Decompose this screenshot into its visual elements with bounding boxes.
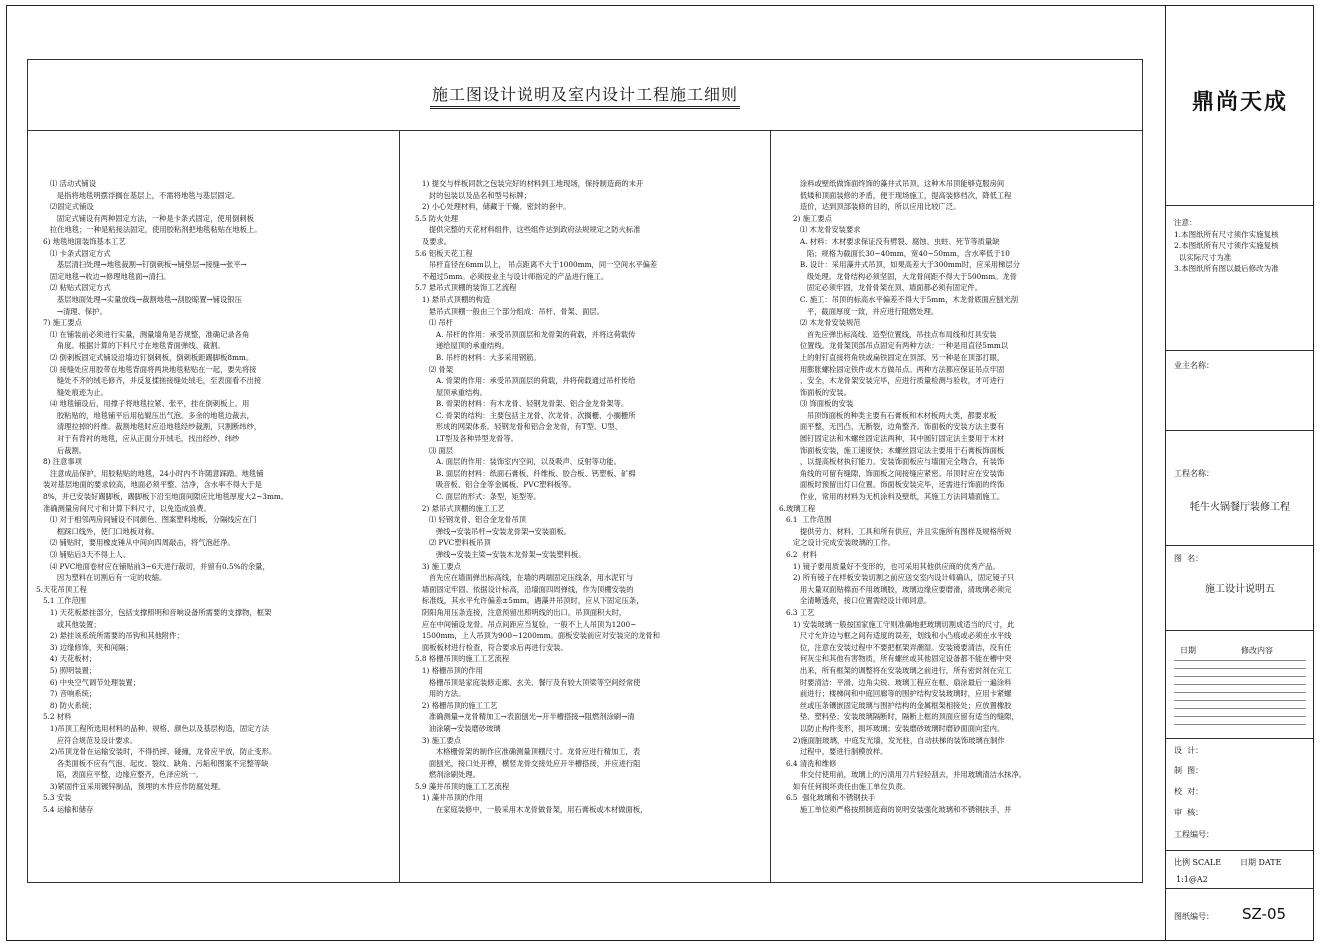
text-line: 2) 施工要点 <box>779 213 832 223</box>
owner-label: 业主名称： <box>1174 361 1214 370</box>
revision-label: 修改内容 <box>1241 646 1273 655</box>
text-line: 角度。根据计算的下料尺寸在地毯背面弹线、裁割。 <box>36 341 225 351</box>
text-line: 框踩口线外，使门口地板对称。 <box>36 526 160 536</box>
text-line: A. 吊杆的作用：承受吊顶面层和龙骨架的荷载，并将这荷载传 <box>408 329 636 339</box>
check-label: 校 对： <box>1174 787 1204 796</box>
text-line: 圆钉固定法和木螺丝固定法两种，其中圆钉固定法主要用于木材 <box>779 434 1005 444</box>
text-line: 面板板材进行检查，符合要求后再进行安装。 <box>408 642 568 652</box>
text-line: 1) 提交与样板同款之包装完好的材料到工地现场，保持制造商的未开 <box>408 179 644 188</box>
text-line: 涂料或壁纸做饰面终饰的藻井式吊顶。这种木吊顶能够克服房间 <box>779 179 1005 188</box>
text-line: 以防止构件变形，损坏玻璃；安装磨砂玻璃时磨砂面面向室内。 <box>779 723 1005 733</box>
text-line: 清理拉掉的纤维。裁割地毯时应沿地毯经纱裁割，只割断纬纱， <box>36 422 262 432</box>
text-line: 时要清洁：平滑、边角尖锐、玻璃工程应在框、扇涂最后一遍涂料 <box>779 677 1012 687</box>
text-line: 2.本图纸所有尺寸须作实施复核 <box>1174 241 1279 250</box>
review-label: 审 核： <box>1174 808 1204 817</box>
text-line: 3)紧固件宜采用镀锌制品，预埋的木件应作防腐处理。 <box>36 781 226 791</box>
text-line: ⑴ 轻钢龙骨、铝合金龙骨吊顶 <box>408 515 527 525</box>
text-line: C. 骨架的结构：主要包括主龙骨、次龙骨、次搁栅、小搁栅所 <box>408 410 636 420</box>
text-line: 弹线→安装主梁→安装木龙骨架→安装塑料板。 <box>408 550 586 559</box>
text-line: 5.9 藻井吊顶的施工工艺流程 <box>408 781 510 791</box>
text-line: 、安全，木龙骨架安装完毕，应进行质量检测与验收，才可进行 <box>779 376 1005 386</box>
text-line: 1) 天花板悬挂部分，包括支撑照明和音响设备所需要的支撑物，框架 <box>36 607 272 617</box>
divider <box>1166 350 1314 351</box>
text-line: 2)吊顶龙骨在运输安装时，不得扔摔、碰撞，龙骨应平放，防止变形。 <box>36 747 277 757</box>
text-line: 2) 悬挂该系统所需要的吊钩和其他附件； <box>36 631 184 641</box>
text-line: 1) 格栅吊顶的作用 <box>408 665 483 675</box>
text-line: 吊杆直径在6mm以上， 吊点距离不大于1000mm，同一空间水平偏差 <box>408 260 658 270</box>
text-line: 5.7 悬吊式顶棚的装饰工艺流程 <box>408 283 517 293</box>
text-line: 各类面板不应有气泡、起皮、裂纹、缺角、污垢和图案不完整等缺 <box>36 758 269 768</box>
divider <box>1166 738 1314 739</box>
text-column-3 <box>771 130 1144 882</box>
text-line: 1) 镜子要用质量好不变形的，也可采用其他供应商的优秀产品。 <box>779 561 1000 571</box>
project-no-label: 工程编号： <box>1174 830 1214 839</box>
text-line: 陷；规格为截面长30~40mm，宽40~50mm，含水率低于10 <box>779 248 1010 258</box>
text-line: B. 面层的材料：纸面石膏板、纤维板、胶合板、钙塑板、矿棉 <box>408 468 636 478</box>
text-line: 过程中，要进行制模放样。 <box>779 747 888 757</box>
text-line: 垫、塑料垫；安装玻璃隔断时，隔断上框的顶面应留有适当的缝隙， <box>779 712 1019 722</box>
text-line: ⑵固定式铺设 <box>36 202 94 212</box>
text-line: 何灰尘和其他有害物质，所有螺丝或其他固定设备都不能在槽中突 <box>779 654 1012 664</box>
text-line: 角线的可留有缝隙，饰面板之间接缝应紧密。吊顶时应在安装饰 <box>779 468 1005 478</box>
text-column-2 <box>400 130 771 882</box>
text-line: 面平整，无凹凸，无断裂，边角整齐。饰面板的安装方法主要有 <box>779 422 1005 432</box>
text-line: 2) 格栅吊顶的施工工艺 <box>408 700 498 710</box>
text-line: 注意成品保护，用胶粘贴的地毯，24小时内不许随意踩踏。地毯铺 <box>36 468 264 478</box>
text-line: 2) 所有镜子在样板安装切割之前应送交室内设计师确认，固定镜子只 <box>779 573 1015 583</box>
text-line: 级处理。龙骨结构必须坚固，大龙骨间距不得大于500mm。龙骨 <box>779 271 1018 281</box>
sheet-number: SZ-05 <box>1242 905 1287 923</box>
text-line: 5.1 工作范围 <box>36 596 87 606</box>
divider <box>1166 430 1314 431</box>
text-line: 1500mm，上人吊顶为900~1200mm。面板安装前应对安装完的龙骨和 <box>408 631 661 641</box>
divider <box>1166 545 1314 546</box>
text-line: 1) 悬吊式顶棚的构造 <box>408 294 491 304</box>
text-line: ⑵ 铺贴时，要用橡皮锤从中间向四周敲击，将气泡赶净。 <box>36 538 235 548</box>
text-line: 缝处痕迹为止。 <box>36 387 108 397</box>
text-line: 格栅吊顶是家庭装修走廊、玄关、餐厅及有较大顶梁等空间经常使 <box>408 677 641 687</box>
text-line: B. 设计：采用藻井式吊顶，如果高差大于300mm时，应采用梯层分 <box>779 260 1021 270</box>
text-line: 3) 施工要点 <box>408 561 461 571</box>
text-line: 弹线→安装吊杆→安装龙骨架→安装面板。 <box>408 526 571 536</box>
text-line: 饰面板安装，施工速度快；木螺丝固定法主要用于石膏板饰面板 <box>779 445 1005 455</box>
text-line: 基层清扫处理→地毯裁割→钉倒刺板→铺垫层→接缝→张平→ <box>36 260 247 270</box>
text-line: 8) 防火系统； <box>36 700 97 710</box>
text-line: 注意： <box>1174 218 1197 227</box>
text-line: ⑴ 吊杆 <box>408 318 454 328</box>
page-title: 施工图设计说明及室内设计工程施工细则 <box>430 82 740 109</box>
text-line: LT型及各种异型龙骨等。 <box>408 434 518 444</box>
title-block <box>1165 5 1314 941</box>
text-line: 1)吊顶工程所选用材料的品种、规格、颜色以及基层构造，固定方法 <box>36 723 270 733</box>
text-line: 悬吊式顶棚一般由三个部分组成：吊杆、骨架、面层。 <box>408 306 604 316</box>
divider <box>1166 205 1314 206</box>
text-line: 以实际尺寸为准 <box>1174 252 1232 262</box>
text-line: 5.天花吊顶工程 <box>36 584 87 594</box>
text-line: 油涂刷→安装磨砂玻璃 <box>408 723 501 733</box>
text-line: 面刨光，接口处开榫，横竖龙骨交接处应开半槽搭接，并应进行阻 <box>408 758 641 768</box>
text-line: 用的方法。 <box>408 689 466 699</box>
scale-value: 1:1@A2 <box>1176 875 1208 884</box>
project-label: 工程名称： <box>1174 469 1214 478</box>
text-line: A. 材料：木材要求保证没有劈裂、腐蚀、虫蛀、死节等质量缺 <box>779 236 1000 246</box>
text-line: 吸音板、铝合金等金属板、PVC塑料板等。 <box>408 480 576 490</box>
text-line: C. 施工：吊顶的标高水平偏差不得大于5mm，木龙骨底面应刨光刮 <box>779 294 1019 304</box>
text-line: 7) 施工要点 <box>36 318 82 328</box>
text-line: 提供劳力、材料、工具和所有供应，并且实施所有图样及规格所规 <box>779 526 1012 536</box>
text-line: 或其他装置； <box>36 619 101 629</box>
text-line: 6.5 强化玻璃和不锈钢扶手 <box>779 793 876 803</box>
text-line: 8%，并已安装好踢脚板，踢脚板下沿至地面间隙应比地毯厚度大2~3mm。 <box>36 492 289 502</box>
text-line: B. 吊杆的材料：大多采用钢筋。 <box>408 352 541 362</box>
text-line: 首先应在墙面弹出标高线，在墙的两端固定压线条，用水泥钉与 <box>408 573 634 583</box>
text-line: ⑶ 饰面板的安装 <box>779 399 854 409</box>
text-line: ⑷ 地毯铺设后，用撑子将地毯拉紧、张平，挂在倒刺板上。用 <box>36 399 250 409</box>
text-line: ⑶ 铺贴后3天不得上人。 <box>36 550 130 559</box>
text-line: 1.本图纸所有尺寸须作实施复核 <box>1174 229 1279 239</box>
text-line: ⑴ 木龙骨安装要求 <box>779 225 861 235</box>
scale-label: 比例 SCALE <box>1174 858 1222 867</box>
text-line: ⑶ 面层 <box>408 445 454 455</box>
text-line: 非交付使用前，玻璃上的污渍用刀片轻轻刮去，并用玻璃清洁水抹净。 <box>779 770 1027 780</box>
text-line: 饰面板的安装。 <box>779 387 851 397</box>
text-line: 5.5 防火处理 <box>408 213 459 223</box>
text-line: 3) 施工要点 <box>408 735 461 745</box>
text-line: 拉住地毯；一种是粘接法固定，使用胶粘剂把地毯粘贴在地板上。 <box>36 225 262 235</box>
text-line: 装对基层地面的要求较高，地面必须平整、洁净，含水率不得大于是 <box>36 480 262 490</box>
text-line: 面板时预留出灯口位置。饰面板安装完毕，还需进行饰面的终饰 <box>779 480 1005 490</box>
design-label: 设 计： <box>1174 746 1204 755</box>
text-line: ⑵ PVC塑料板吊顶 <box>408 538 491 548</box>
text-line: 低矮和顶面装修的矛盾，便于现场施工，提高装修档次，降低工程 <box>779 190 1012 200</box>
text-line: 对于有背衬的地毯，应从正面分开绒毛，找出经纱、纬纱 <box>36 434 240 444</box>
text-line: 6) 中央空气调节处理装置； <box>36 677 140 687</box>
text-line: 7) 音响系统； <box>36 689 97 699</box>
text-line: ⑴ 在铺装前必须进行实量，测量墙角是否规整，准确记录各角 <box>36 329 250 339</box>
text-line: 固定式铺设有两种固定方法，一种是卡条式固定，使用倒刺板 <box>36 213 254 223</box>
drawing-name: 施工设计说明五 <box>1205 584 1275 595</box>
text-line: 位置线。龙骨架顶部吊点固定有两种方法：一种是用直径5mm以 <box>779 341 1009 351</box>
text-line: 2) 悬吊式顶棚的施工工艺 <box>408 503 505 513</box>
text-line: 尺寸允许边与框之间有适度的误差，划线和小凸痕或必须在水平线 <box>779 631 1012 641</box>
text-line: 吊顶饰面板的种类主要有石膏板和木材板两大类，都要求板 <box>779 410 997 420</box>
text-line: ⑴ 活动式铺设 <box>36 179 97 188</box>
text-line: 阴阳角用压条连接，注意预留出照明线的出口。吊顶面积大时， <box>408 607 627 617</box>
text-line: 位，注意在安装过程中不要把框架弄潮湿。安装镜要清洁，没有任 <box>779 642 1012 652</box>
text-line: 及要求。 <box>408 236 452 246</box>
text-line: 准确测量→龙骨精加工→表面刨光→开半槽搭接→阻燃剂涂刷→清 <box>408 712 635 722</box>
text-line: 用膨胀螺栓固定铁件或木方做吊点。两种方法都应保证吊点牢固 <box>779 364 1005 374</box>
text-line: 6.玻璃工程 <box>779 503 816 513</box>
brand-name: 鼎尚天成 <box>1191 90 1288 115</box>
text-line: 8) 注意事项 <box>36 457 82 467</box>
text-line: 6) 地毯地面装饰基本工艺 <box>36 236 126 246</box>
text-line: 1) 藻井吊顶的作用 <box>408 793 483 803</box>
text-line: 2)施面脏玻璃，中庭发光墙，发光柱，自动扶梯的装饰玻璃在制作 <box>779 735 1005 745</box>
text-line: A. 骨架的作用：承受吊顶面层的荷载，并将荷载通过吊杆传给 <box>408 376 636 386</box>
text-line: 封的包装以及品名和型号标牌； <box>408 190 532 200</box>
text-line: 6.2 材料 <box>779 550 817 559</box>
text-line: 出来，所有框架的调整将在安装玻璃之前进行，所有密封剂在完工 <box>779 665 1012 675</box>
text-line: 提供完整的天花材料组件，这些组件达到政府法规规定之防火标准 <box>408 225 641 235</box>
text-line: 是指将地毯明摆浮搁在基层上，不需将地毯与基层固定。 <box>36 190 240 200</box>
text-line: 5.6 铝板天花工程 <box>408 248 473 258</box>
text-line: 5.8 格栅吊顶的施工工艺流程 <box>408 654 510 664</box>
text-line: ⑵ 粘贴式固定方式 <box>36 283 111 293</box>
text-line: 定之设计完成安装玻璃的工作。 <box>779 538 896 548</box>
text-line: 标准线，其水平允许偏差±5mm。遇藻井吊顶时，应从下固定压条， <box>408 596 644 606</box>
text-line: 应符合规范及设计要求。 <box>36 735 138 745</box>
text-line: ⑵ 倒刺板固定式铺设沿墙边钉倒刺板，倒刺板距踢脚板8mm。 <box>36 352 254 362</box>
scale-date-label: 日期 DATE <box>1240 858 1282 867</box>
divider <box>1166 888 1314 889</box>
text-line: 5.4 运输和储存 <box>36 805 94 815</box>
divider <box>1166 630 1314 631</box>
revision-history-table <box>1174 660 1306 725</box>
text-line: ⑷ PVC地面卷材应在铺贴前3~6天进行裁切，并留有0.5%的余量， <box>36 561 270 571</box>
text-line: 3) 边缘修饰，夹和间隔； <box>36 642 133 652</box>
drawing-label: 图 名： <box>1174 554 1204 563</box>
text-line: 6.1 工作范围 <box>779 515 832 525</box>
text-line: 墙面固定牢固。依据设计标高，沿墙面四周弹线，作为顶棚安装的 <box>408 584 634 594</box>
text-line: 5.3 安装 <box>36 793 72 803</box>
text-line: 在家庭装修中，一般采用木龙骨做骨架，用石膏板或木材做面板， <box>408 805 648 815</box>
text-line: 2) 小心处理材料，储藏于干燥、密封的套中。 <box>408 202 571 212</box>
text-line: 造价，达到顶部装修的目的，所以应用比较广泛。 <box>779 202 961 212</box>
text-line: 后裁割。 <box>36 445 87 455</box>
text-line: 全清晰透亮，接口位置需经设计师同意。 <box>779 596 932 606</box>
text-line: 如有任何损坏责任由施工单位负责。 <box>779 781 910 791</box>
text-line: 燃剂涂刷处理。 <box>408 770 480 780</box>
text-line: ⑵ 骨架 <box>408 364 454 374</box>
text-line: ⑴ 卡条式固定方式 <box>36 248 111 258</box>
text-line: ⑴ 对于相邻两房间铺设不同颜色、图案塑料地板，分隔线应在门 <box>36 515 257 525</box>
text-line: 6.4 清洗和维修 <box>779 758 837 768</box>
notes-block <box>1174 217 1279 275</box>
text-line: 不超过5mm。必须按业主与设计师指定的产品进行施工。 <box>408 271 609 281</box>
text-line: C. 面层的形式：条型，矩型等。 <box>408 492 541 502</box>
title-row <box>28 60 1142 131</box>
text-line: 用大量双面贴棉而不用玻璃胶，玻璃边缘应要磨滑，清玻璃必须完 <box>779 584 1012 594</box>
text-line: 递给屋顶的承重结构。 <box>408 341 509 351</box>
text-line: 应在中间铺设龙骨。吊点间距应当复验，一般不上人吊顶为1200~ <box>408 619 637 629</box>
project-name: 牦牛火锅餐厅装修工程 <box>1190 502 1290 513</box>
text-line: 4) 天花板材； <box>36 654 97 664</box>
text-line: 固定地毯→收边→修理地毯面→清扫。 <box>36 271 171 281</box>
text-line: 3.本图纸所有图以最后修改为准 <box>1174 264 1279 273</box>
text-line: 木格栅骨架的制作应准确测量顶棚尺寸。龙骨应进行精加工，表 <box>408 747 641 757</box>
text-line: 陷，表面应平整，边缘应整齐，色泽应统一。 <box>36 770 203 780</box>
text-line: →清理、保护。 <box>36 306 107 316</box>
text-line: 缝处不齐的绒毛修齐，并反复揉搓接缝处绒毛，至表面看不出接 <box>36 376 262 386</box>
text-line: 胶粘贴的，地毯铺平后用毡辊压出气泡。多余的地毯边裁去， <box>36 410 254 420</box>
draw-label: 制 图： <box>1174 766 1204 775</box>
text-line: 屋顶承重结构。 <box>408 387 487 397</box>
text-line: ⑶ 接缝处应用胶带在地毯背面将两块地毯粘贴在一起，要先将接 <box>36 364 257 374</box>
text-line: 上的射钉直接将角铁或扁铁固定在顶部，另一种是在顶部打眼， <box>779 352 1005 362</box>
text-line: 5) 照明装置； <box>36 665 97 675</box>
sheet-no-label: 图纸编号： <box>1174 912 1214 921</box>
text-line: 前进行；楼梯间和中庭回廊等的围护结构安装玻璃时，应用卡紧螺 <box>779 689 1012 699</box>
text-line: 基层地面处理→实量放线→裁割地毯→刮胶晾置→铺设银压 <box>36 294 242 304</box>
text-line: 形成的网架体系。轻钢龙骨和铝合金龙骨，有T型、U型、 <box>408 422 622 432</box>
date-label: 日期 <box>1180 646 1196 655</box>
text-line: B. 骨架的材料：有木龙骨、轻钢龙骨架、铝合金龙骨架等。 <box>408 399 629 409</box>
text-line: 6.3 工艺 <box>779 607 815 617</box>
text-line: ⑵ 木龙骨安装规范 <box>779 318 861 328</box>
text-line: 丝或压条镶嵌固定玻璃与围护结构的金属框架相接处；应放置橡胶 <box>779 700 1012 710</box>
text-line: 施工单位须严格按照制造商的说明安装强化玻璃和不锈钢扶手，并 <box>779 805 1012 815</box>
text-line: 平，截面厚度一致，并应进行阻燃处理。 <box>779 306 939 316</box>
text-line: ，以提高板材执钉能力。安装饰面板应与墙面完全吻合，有装饰 <box>779 457 1005 467</box>
text-line: 固定必须牢固，龙骨骨架在顶、墙面都必须有固定件。 <box>779 283 982 293</box>
text-line: 准确测量房间尺寸和计算下料尺寸，以免造成浪费。 <box>36 503 211 513</box>
text-line: A. 面层的作用：装饰室内空间，以及吸声、反射等功能。 <box>408 457 621 467</box>
text-line: 因为塑料在切割后有一定的收缩。 <box>36 573 167 583</box>
text-line: 首先应弹出标高线、造型位置线，吊挂点布局线和灯具安装 <box>779 329 997 339</box>
text-line: 5.2 材料 <box>36 712 72 722</box>
text-column-1 <box>28 130 400 882</box>
main-content-frame <box>27 59 1143 883</box>
text-line: 作业，常用的材料为无机涂料及壁纸，其施工方法同墙面施工。 <box>779 492 1005 502</box>
divider <box>1166 850 1314 851</box>
text-line: 1) 安装玻璃一般按国家施工守则准确地把玻璃切割成适当的尺寸，此 <box>779 619 1015 629</box>
